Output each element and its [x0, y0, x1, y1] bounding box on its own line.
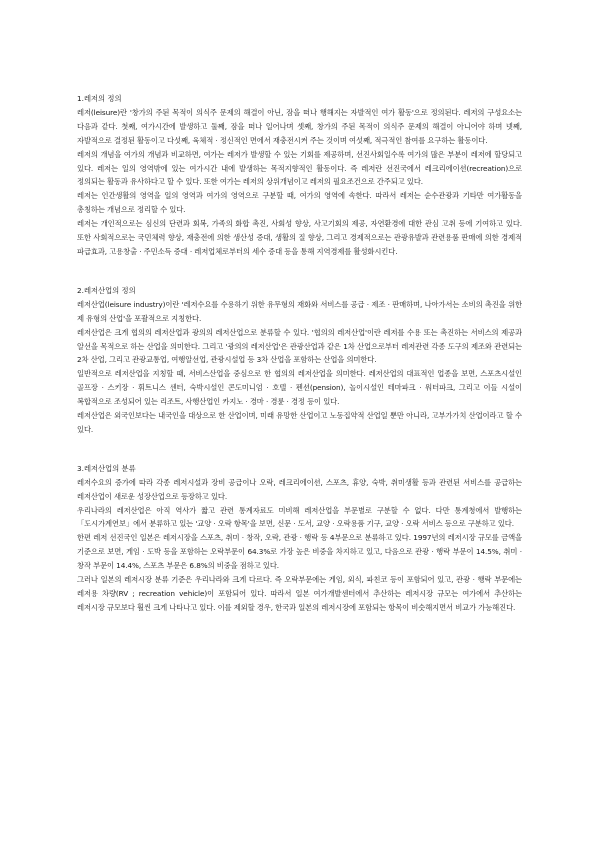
section-leisure-definition: [77, 92, 522, 259]
paragraph: 레저는 개인적으로는 심신의 단련과 회복, 가족의 화합 촉진, 사회성 향상, 사고기회의 제공, 자연환경에 대한 관심 고취 등에 기여하고 있다. 또한 사회적으로는 국민체력 향상, 재충전에 의한 생산성 증대, 생활의 질 향상, 그리고 경제적으로는 관광유발과 관련용품 판매에 의한 경제적 파급효과, 고용창출 · 주민소득 증대 · 레저업체로부터의 세수 증대 등을 통해 지역경제를 활성화시킨다.: [77, 219, 522, 256]
paragraph: 일반적으로 레저산업을 지칭할 때, 서비스산업을 중심으로 한 협의의 레저산업을 의미한다. 레저산업의 대표적인 업종을 보면, 스포츠시설인 골프장 · 스키장 · 휘트니스 센터, 숙박시설인 콘도미니엄 · 호텔 · 펜션(pension), 놀이시설인 테마파크 · 워터파크, 그리고 이들 시설이 복합적으로 조성되어 있는 리조트, 사행산업인 카지노 · 경마 · 경륜 · 경정 등이 있다.: [77, 369, 522, 407]
paragraph: 레저는 인간생활의 영역을 일의 영역과 여가의 영역으로 구분할 때, 여가의 영역에 속한다. 따라서 레저는 순수관광과 기타만 여가활동을 총칭하는 개념으로 정리할 수 있다.: [77, 191, 522, 215]
paragraph: 레저(leisure)란 '창가의 주된 목적이 의식주 문제의 해결이 아닌, 잠을 떠나 행해지는 자발적인 여가 활동'으로 정의된다. 레저의 구성요소는 다음과 같다. 첫째, 여가시간에 발생하고 둘째, 잠을 떠나 일어나며 셋째, 창가의 주된 목적이 의식주 문제의 해결이 아니어야 하며 넷째, 자발적으로 결정된 활동이고 다섯째, 육체적 · 정신적인 면에서 재충전시켜 주는 것이며 여섯째, 적극적인 참여를 요구하는 활동이다.: [77, 107, 522, 145]
paragraph: 레저수요의 증가에 따라 각종 레저시설과 장비 공급이나 오락, 레크리에이션, 스포츠, 휴양, 숙박, 취미생활 등과 관련된 서비스를 공급하는 레저산업이 새로운 성장산업으로 등장하고 있다.: [77, 477, 522, 501]
section-heading: 1.레저의 정의: [77, 94, 122, 103]
section-spacer: [77, 259, 522, 284]
paragraph: 한편 레저 선진국인 일본은 레저시장을 스포츠, 취미 · 창작, 오락, 관광 · 행락 등 4부문으로 분류하고 있다. 1997년의 레저시장 규모를 금액을 기준으로 보면, 게임 · 도박 등을 포함하는 오락부문이 64.3%로 가장 높은 비중을 차지하고 있고, 다음으로 관광 · 행락 부문이 14.5%, 취미 · 창작 부문이 14.4%, 스포츠 부문은 6.8%의 비중을 점하고 있다.: [77, 533, 522, 571]
document-page: [77, 92, 522, 615]
paragraph: 레저산업은 크게 협의의 레저산업과 광의의 레저산업으로 분류할 수 있다. '협의의 레저산업'이란 레저를 수용 또는 촉진하는 서비스의 제공과 알선을 목적으로 하는 산업을 의미한다. 그리고 '광의의 레저산업'은 관광산업과 같은 1차 산업으로부터 레저관련 각종 도구의 제조와 관련되는 2차 산업, 그리고 관광교통업, 여행알선업, 관광시설업 등 3차 산업을 포함하는 산업을 의미한다.: [77, 327, 522, 365]
paragraph: 레저산업은 외국인보다는 내국인을 대상으로 한 산업이며, 미래 유망한 산업이고 노동집약적 산업일 뿐만 아니라, 고부가가치 산업이라고 할 수 있다.: [77, 411, 522, 434]
section-heading: 3.레저산업의 분류: [77, 463, 136, 473]
paragraph: 레저의 개념을 여가의 개념과 비교하면, 여가는 레저가 발생할 수 있는 기회를 제공하며, 선진사회일수록 여가의 많은 부분이 레저에 할당되고 있다. 레저는 일의 영역밖에 있는 여가시간 내에 발생하는 목적지향적인 활동이다. 즉 레저란 선진국에서 레크리에이션(recreation)으로 정의되는 활동과 유사하다고 할 수 있다. 또한 여가는 레저의 상위개념이고 레저의 필요조건으로 간주되고 있다.: [77, 149, 522, 187]
section-industry-classification: [77, 462, 522, 615]
paragraph: 우리나라의 레저산업은 아직 역사가 짧고 관련 통계자료도 미비해 레저산업을 부문별로 구분할 수 없다. 다만 통계청에서 발행하는 「도시가계연보」에서 분류하고 있는 '교양 · 오락 항목'을 보면, 신문 · 도서, 교양 · 오락용품 기구, 교양 · 오락 서비스 등으로 구분하고 있다.: [77, 505, 522, 529]
section-spacer: [77, 437, 522, 462]
paragraph: 그러나 일본의 레저시장 분류 기준은 우리나라와 크게 다르다. 즉 오락부문에는 게임, 외식, 파친코 등이 포함되어 있고, 관광 · 행락 부문에는 레저용 차량(RV ; recreation vehicle)이 포함되어 있다. 따라서 일본 여가개발센터에서 추산하는 레저시장 규모는 여가에서 추산하는 레저시장 규모보다 훨씬 크게 나타나고 있다. 이를 제외할 경우, 한국과 일본의 레저시장에 포함되는 항목이 비슷해지면서 비교가 가능해진다.: [77, 575, 522, 612]
section-heading: 2.레저산업의 정의: [77, 285, 136, 295]
section-industry-definition: [77, 284, 522, 437]
paragraph: 레저산업(leisure industry)이란 '레저수요를 수용하기 위한 유무형의 재화와 서비스를 공급 · 제조 · 판매하며, 나아가서는 소비의 촉진을 위한 제 유형의 산업'을 포괄적으로 지칭한다.: [77, 299, 522, 323]
